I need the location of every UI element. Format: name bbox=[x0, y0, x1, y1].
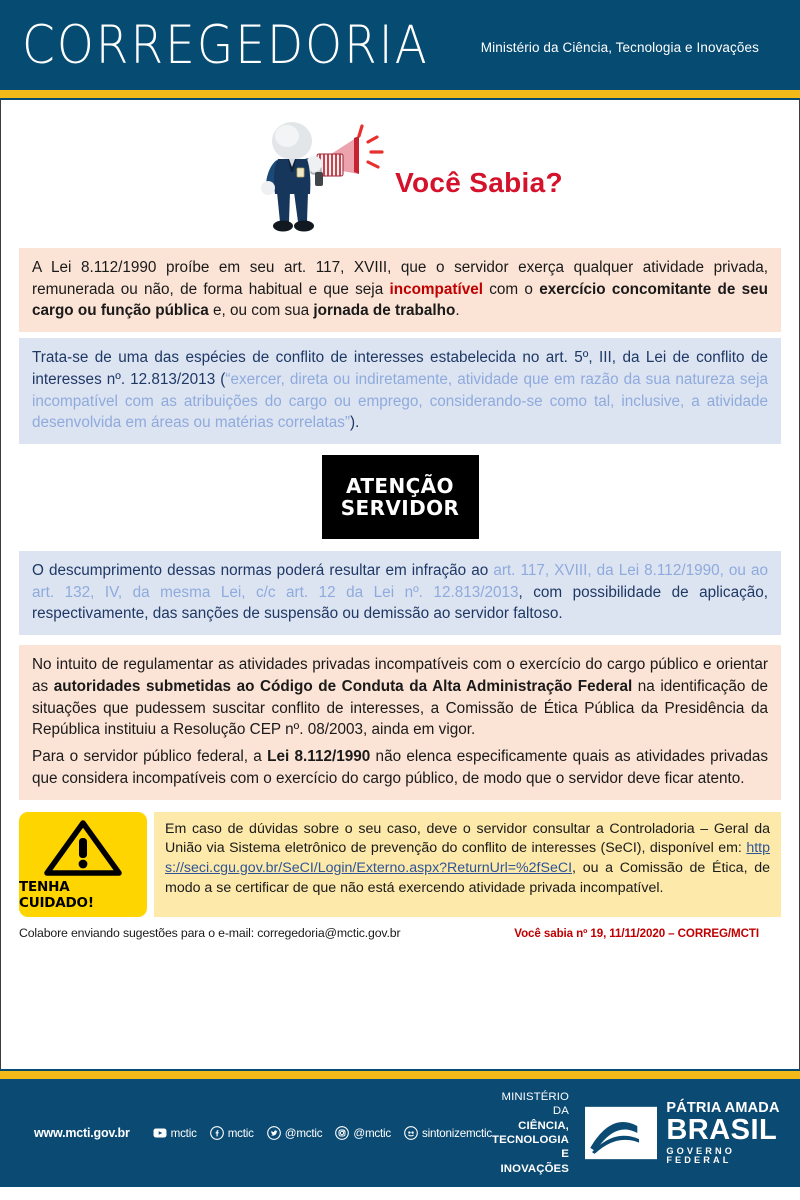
social-handle-spotify: sintonizemctic bbox=[422, 1126, 493, 1140]
box4-bold-lei: Lei 8.112/1990 bbox=[267, 748, 371, 766]
social-link-twitter[interactable] bbox=[267, 1126, 323, 1140]
ministry-name bbox=[492, 1090, 569, 1176]
box1-text-d: . bbox=[455, 302, 460, 320]
man-with-megaphone-icon bbox=[255, 112, 385, 237]
caution-text bbox=[154, 812, 781, 917]
social-handle-facebook: mctic bbox=[227, 1126, 254, 1140]
brasil-wordmark bbox=[666, 1101, 788, 1166]
footer-social-links bbox=[34, 1126, 492, 1140]
spotify-icon bbox=[404, 1126, 418, 1140]
youtube-icon bbox=[153, 1126, 167, 1140]
box1-highlight-incompativel: incompatível bbox=[389, 280, 483, 298]
page-footer bbox=[0, 1079, 800, 1187]
social-handle-twitter: @mctic bbox=[284, 1126, 323, 1140]
page-title: Você Sabia? bbox=[395, 167, 563, 198]
header-subtitle: Ministério da Ciência, Tecnologia e Inovações bbox=[480, 39, 759, 55]
facebook-icon bbox=[210, 1126, 224, 1140]
box1-bold-jornada: jornada de trabalho bbox=[313, 302, 456, 320]
ministry-line-1: MINISTÉRIO DA bbox=[501, 1090, 569, 1118]
corregedoria-logo: CORREGEDORIA bbox=[22, 14, 429, 76]
social-link-spotify[interactable] bbox=[404, 1126, 492, 1140]
hero-section bbox=[9, 100, 791, 248]
footer-brand-block bbox=[492, 1090, 788, 1176]
ministry-line-3: E INOVAÇÕES bbox=[500, 1148, 569, 1175]
box3-law-references: art. 117, XVIII, da Lei 8.112/1990, ou ao art. 132, IV, da mesma Lei, c/c art. 12 da Lei nº. 12.813/2013 bbox=[32, 562, 768, 601]
atencao-servidor-banner-wrap bbox=[9, 444, 791, 551]
atencao-line2: SERVIDOR bbox=[340, 496, 460, 521]
atencao-servidor-banner bbox=[322, 455, 479, 539]
box3-text-a: O descumprimento dessas normas poderá resultar em infração ao bbox=[32, 562, 494, 580]
box4-text-b: na identificação de situações que pudessem suscitar conflito de interesses, a Comissão de Ética Pública da Presidência da República instituiu a Resolução CEP nº. 08/2003, ainda em vigor. bbox=[32, 677, 768, 739]
twitter-icon bbox=[267, 1126, 281, 1140]
social-handle-youtube: mctic bbox=[170, 1126, 197, 1140]
box4-text-c: Para o servidor público federal, a bbox=[32, 748, 268, 766]
box3-text-b: , com possibilidade de aplicação, respectivamente, das sanções de suspensão ou demissão ao servidor faltoso. bbox=[32, 583, 768, 623]
box1-bold-exercicio: exercício concomitante de seu cargo ou função pública bbox=[32, 280, 769, 320]
gold-stripe-bottom bbox=[0, 1069, 800, 1079]
caution-text-a: Em caso de dúvidas sobre o seu caso, deve o servidor consultar a Controladoria – Geral da União via Sistema eletrônico de prevenção do conflito de interesses (SeCI), disponível em: bbox=[165, 820, 770, 857]
footer-note-line bbox=[19, 917, 781, 940]
instagram-icon bbox=[335, 1126, 349, 1140]
text-box-resolucao-cep bbox=[19, 645, 781, 799]
text-box-lei-8112 bbox=[19, 248, 781, 332]
site-url[interactable]: www.mcti.gov.br bbox=[34, 1126, 130, 1140]
box1-text-a: A Lei 8.112/1990 proíbe em seu art. 117, XVIII, que o servidor exerça qualquer atividade privada, remunerada ou não, de forma habitual e que seja bbox=[32, 259, 768, 298]
caution-section bbox=[19, 812, 781, 917]
brasil-line-2: BRASIL bbox=[666, 1114, 778, 1147]
caution-badge bbox=[19, 812, 147, 917]
brasil-line-1: PÁTRIA AMADA bbox=[666, 1099, 780, 1116]
caution-text-b: , ou a Comissão de Ética, de modo a se certificar de que não está exercendo atividade privada incompatível. bbox=[165, 860, 770, 897]
social-handle-instagram: @mctic bbox=[353, 1126, 391, 1140]
box2-quoted-law: “exercer, direta ou indiretamente, atividade que em razão da sua natureza seja incompatível com as atribuições do cargo ou emprego, considerando-se como tal, inclusive, a atividade desenvolvida em áreas ou matérias correlatas” bbox=[32, 370, 768, 432]
ministry-line-2: CIÊNCIA, TECNOLOGIA bbox=[492, 1119, 569, 1146]
box2-text-b: ). bbox=[350, 414, 360, 432]
box1-text-c: e, ou com sua bbox=[208, 302, 314, 320]
box4-bold-autoridades: autoridades submetidas ao Código de Conduta da Alta Administração Federal bbox=[53, 677, 633, 695]
warning-triangle-icon bbox=[44, 819, 122, 877]
box2-text-a: Trata-se de uma das espécies de conflito de interesses estabelecida no art. 5º, III, da Lei de conflito de interesses nº. 12.813/2013 ( bbox=[32, 349, 768, 388]
box4-text-d: não elenca especificamente quais as atividades privadas que considera incompatíveis com o exercício do cargo público, de modo que o servidor deve ficar atento. bbox=[32, 748, 768, 787]
gold-stripe-top bbox=[0, 90, 800, 100]
box1-text-b: com o bbox=[483, 280, 540, 298]
atencao-line1: ATENÇÃO bbox=[346, 473, 454, 498]
caution-badge-label: TENHA CUIDADO! bbox=[19, 878, 94, 911]
document-body bbox=[0, 100, 800, 1069]
brasil-line-3: GOVERNO FEDERAL bbox=[666, 1146, 735, 1166]
seci-link[interactable]: https://seci.cgu.gov.br/SeCI/Login/Externo.aspx?ReturnUrl=%2fSeCI bbox=[165, 840, 770, 877]
brasil-arch-icon bbox=[585, 1103, 657, 1163]
contact-email-note: Colabore enviando sugestões para o e-mail: corregedoria@mctic.gov.br bbox=[19, 925, 401, 940]
governo-federal-logo bbox=[585, 1101, 788, 1166]
social-link-facebook[interactable] bbox=[210, 1126, 254, 1140]
issue-reference: Você sabia nº 19, 11/11/2020 – CORREG/MCTI bbox=[514, 926, 759, 940]
social-link-youtube[interactable] bbox=[153, 1126, 197, 1140]
page-header bbox=[0, 0, 800, 90]
social-link-instagram[interactable] bbox=[335, 1126, 391, 1140]
box4-text-a: No intuito de regulamentar as atividades privadas incompatíveis com o exercício do cargo público e orientar as bbox=[32, 656, 768, 695]
text-box-conflito-interesses bbox=[19, 338, 781, 444]
text-box-sancoes bbox=[19, 551, 781, 635]
